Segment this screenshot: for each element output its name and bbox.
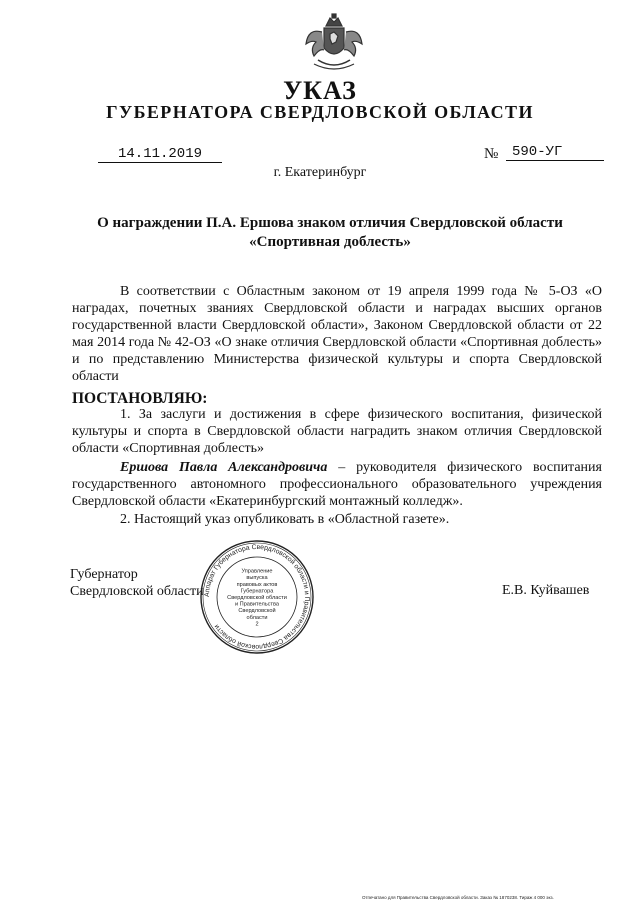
item-2-paragraph: 2. Настоящий указ опубликовать в «Областной газете».	[120, 512, 450, 527]
stamp-center-line: Свердловской	[238, 608, 276, 615]
stamp-center-line: Губернатора	[240, 588, 274, 595]
signatory-title-line-1: Губернатор	[70, 567, 138, 582]
awardee-description: – руководителя физического воспитания государственного автономного профессионального образовательного учреждения Свердловской области «Екатеринбургский монтажный колледж».	[72, 460, 602, 509]
heading-line-2: «Спортивная доблесть»	[249, 234, 411, 250]
document-number: 590-УГ	[506, 144, 604, 161]
stamp-center-line: 2	[255, 621, 259, 628]
stamp-center-line: Управление	[241, 568, 273, 575]
decree-word: ПОСТАНОВЛЯЮ:	[72, 390, 208, 407]
official-stamp	[198, 538, 316, 656]
stamp-center-line: области	[246, 614, 268, 621]
number-sign: №	[484, 146, 499, 162]
stamp-center-line: и Правительства	[235, 601, 279, 608]
stamp-center-line: Свердловской области	[227, 595, 287, 601]
document-city: г. Екатеринбург	[273, 165, 367, 180]
document-issuer: ГУБЕРНАТОРА СВЕРДЛОВСКОЙ ОБЛАСТИ	[106, 102, 534, 122]
print-imprint: Отпечатано для Правительства Свердловской области. Заказ № 1870238. Тираж 4 000 экз.	[362, 895, 554, 900]
coat-of-arms-emblem	[300, 12, 368, 74]
signatory-name: Е.В. Куйвашев	[502, 583, 590, 598]
stamp-center-text	[227, 569, 287, 628]
preamble-paragraph: В соответствии с Областным законом от 19 апреля 1999 года № 5-ОЗ «О наградах, почетных званиях Свердловской области и наградах высших органов государственной власти Свердловской области», Законом Свердловской области от 22 мая 2014 года № 42-ОЗ «О знаке отличия Свердловской области «Спортивная доблесть» и по представлению Министерства физической культуры и спорта Свердловской области	[72, 284, 602, 384]
stamp-ring-text: Аппарат Губернатора Свердловской области и Правительства Свердловской области	[203, 543, 311, 651]
signatory-title-line-2: Свердловской области	[70, 584, 204, 599]
awardee-paragraph	[72, 459, 602, 510]
item-1-paragraph: 1. За заслуги и достижения в сфере физического воспитания, физической культуры и спорта в Свердловской области наградить знаком отличия Свердловской области «Спортивная доблесть»	[72, 407, 602, 456]
stamp-center-line: выпуска	[246, 575, 268, 582]
document-date: 14.11.2019	[98, 146, 222, 163]
document-type: УКАЗ	[283, 76, 357, 105]
stamp-center-line: правовых актов	[236, 581, 278, 588]
awardee-name: Ершова Павла Александровича	[120, 460, 328, 475]
document-heading	[60, 214, 600, 252]
heading-line-1: О награждении П.А. Ершова знаком отличия Свердловской области	[97, 215, 563, 231]
